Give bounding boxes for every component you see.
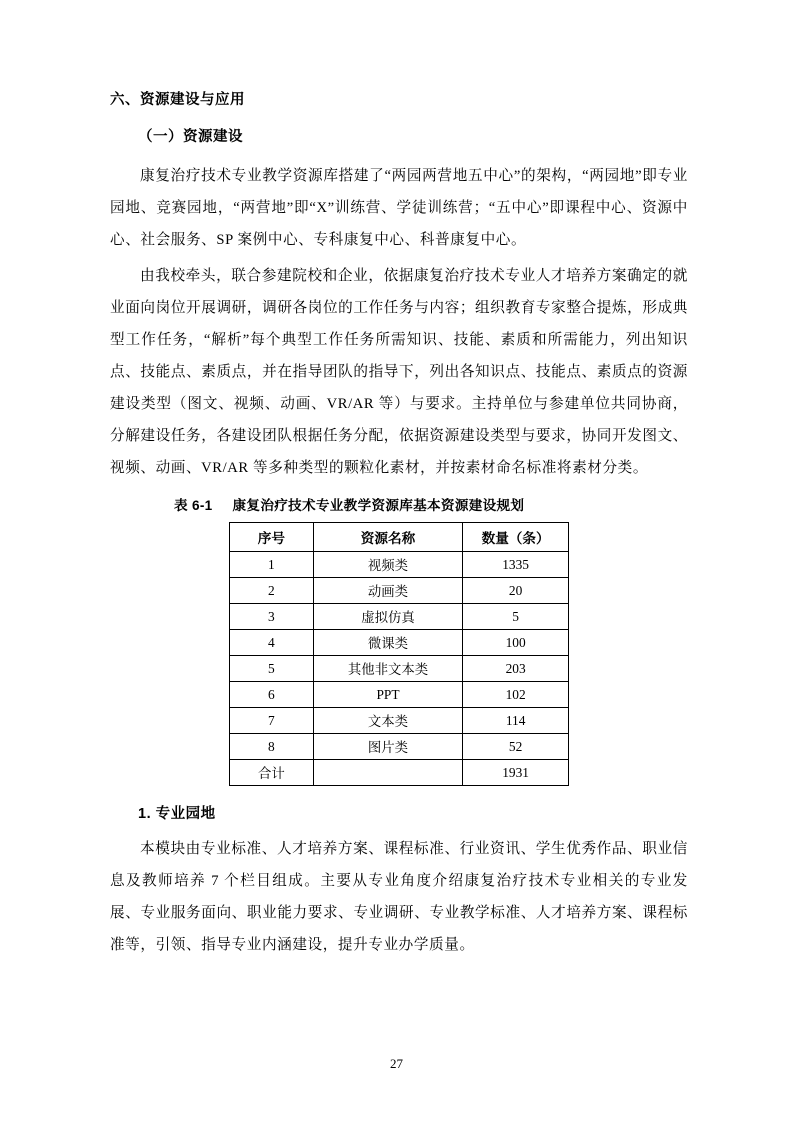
table-cell: 虚拟仿真 xyxy=(313,604,463,630)
table-header-cell: 序号 xyxy=(230,523,314,552)
table-row xyxy=(230,656,569,682)
table-cell: 微课类 xyxy=(313,630,463,656)
table-row xyxy=(230,552,569,578)
sub-heading: （一）资源建设 xyxy=(138,129,243,145)
item-heading: 1. 专业园地 xyxy=(138,806,216,822)
table-header-row xyxy=(230,523,569,552)
table-cell: 114 xyxy=(463,708,569,734)
table-header-cell: 资源名称 xyxy=(313,523,463,552)
table-cell: 图片类 xyxy=(313,734,463,760)
table-cell: 3 xyxy=(230,604,314,630)
table-cell: 5 xyxy=(463,604,569,630)
table-cell: 100 xyxy=(463,630,569,656)
table-row xyxy=(230,734,569,760)
table-cell: 1335 xyxy=(463,552,569,578)
item-paragraph-1: 本模块由专业标准、人才培养方案、课程标准、行业资讯、学生优秀作品、职业信息及教师培养 7 个栏目组成。主要从专业角度介绍康复治疗技术专业相关的专业发展、专业服务面向、职业能力要求、专业调研、专业教学标准、人才培养方案、课程标准等，引领、指导专业内涵建设，提升专业办学质量。 xyxy=(110,841,688,953)
table-row xyxy=(230,682,569,708)
table-cell: 6 xyxy=(230,682,314,708)
table-cell: 合计 xyxy=(230,760,314,786)
table-cell: 1 xyxy=(230,552,314,578)
table-caption-title: 康复治疗技术专业教学资源库基本资源建设规划 xyxy=(232,498,525,513)
page-content xyxy=(110,88,688,965)
table-cell: 52 xyxy=(463,734,569,760)
table-cell: 其他非文本类 xyxy=(313,656,463,682)
table-row xyxy=(230,630,569,656)
section-heading: 六、资源建设与应用 xyxy=(110,92,245,108)
paragraph-1: 康复治疗技术专业教学资源库搭建了“两园两营地五中心”的架构，“两园地”即专业园地、竞赛园地，“两营地”即“X”训练营、学徒训练营；“五中心”即课程中心、资源中心、社会服务、SP 案例中心、专科康复中心、科普康复中心。 xyxy=(110,168,688,248)
table-cell: 102 xyxy=(463,682,569,708)
table-cell xyxy=(313,760,463,786)
table-cell: 4 xyxy=(230,630,314,656)
paragraph-2: 由我校牵头，联合参建院校和企业，依据康复治疗技术专业人才培养方案确定的就业面向岗位开展调研，调研各岗位的工作任务与内容；组织教育专家整合提炼，形成典型工作任务，“解析”每个典型工作任务所需知识、技能、素质和所需能力，列出知识点、技能点、素质点，并在指导团队的指导下，列出各知识点、技能点、素质点的资源建设类型（图文、视频、动画、VR/AR 等）与要求。主持单位与参建单位共同协商，分解建设任务，各建设团队根据任务分配，依据资源建设类型与要求，协同开发图文、视频、动画、VR/AR 等多种类型的颗粒化素材，并按素材命名标准将素材分类。 xyxy=(110,268,688,476)
table-row xyxy=(230,604,569,630)
table-cell: 视频类 xyxy=(313,552,463,578)
table-caption-number: 表 6-1 xyxy=(174,498,213,513)
table-cell: 动画类 xyxy=(313,578,463,604)
table-cell: 1931 xyxy=(463,760,569,786)
table-row xyxy=(230,578,569,604)
table-cell: 文本类 xyxy=(313,708,463,734)
table-cell: 8 xyxy=(230,734,314,760)
table-cell: 20 xyxy=(463,578,569,604)
table-caption xyxy=(110,494,688,514)
table-header-cell: 数量（条） xyxy=(463,523,569,552)
table-total-row xyxy=(230,760,569,786)
page-number: 27 xyxy=(390,1056,403,1071)
table-cell: 2 xyxy=(230,578,314,604)
table-cell: PPT xyxy=(313,682,463,708)
table-cell: 203 xyxy=(463,656,569,682)
table-row xyxy=(230,708,569,734)
table-cell: 7 xyxy=(230,708,314,734)
table-cell: 5 xyxy=(230,656,314,682)
resource-plan-table xyxy=(229,522,569,786)
